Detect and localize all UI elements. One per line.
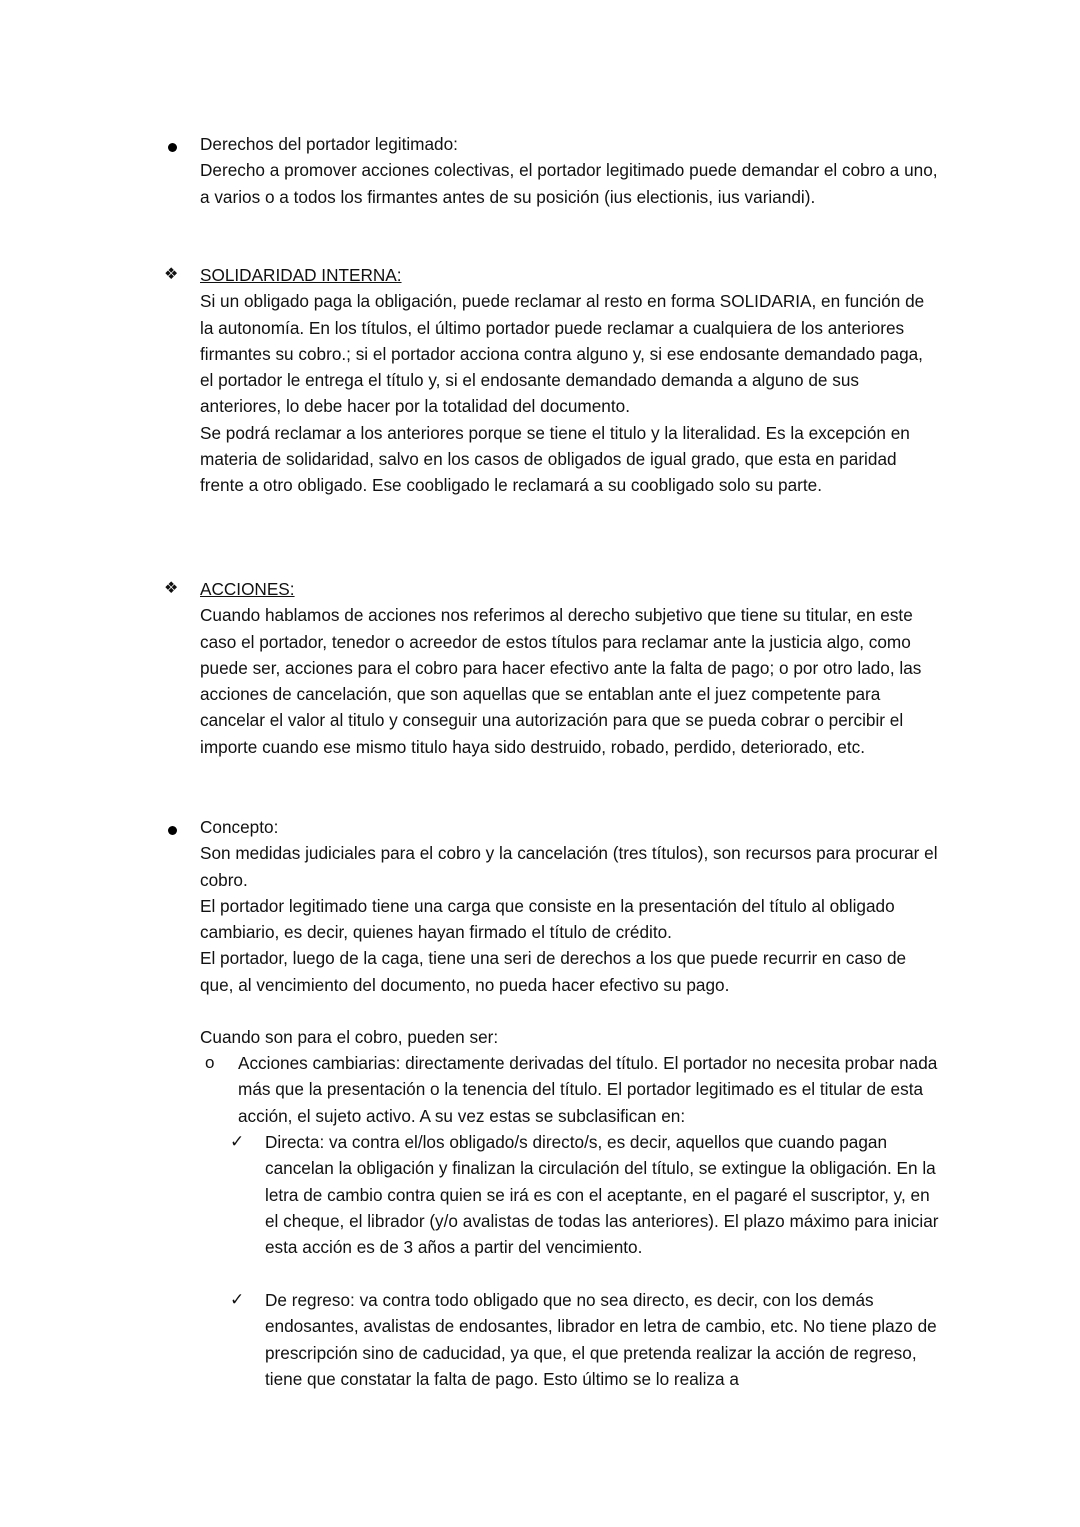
item-acciones-cambiarias	[238, 1050, 940, 1129]
bullet-icon	[168, 818, 180, 830]
item-regreso	[265, 1287, 940, 1392]
concepto-p3: El portador, luego de la caga, tiene una seri de derechos a los que puede recurrir en caso de que, al vencimiento del documento, no pueda hacer efectivo su pago.	[200, 948, 907, 995]
checkmark-icon: ✓	[230, 1132, 245, 1151]
solidaridad-p1: Si un obligado paga la obligación, puede reclamar al resto en forma SOLIDARIA, en función de la autonomía. En los títulos, el último portador puede reclamar a cualquiera de los anteriores firmantes su cobro.; si el portador acciona contra alguno y, si ese endosante demandado paga, el portador le entrega el título y, si el endosante demandado demanda a alguno de sus anteriores, lo debe hacer por la totalidad del documento.	[200, 291, 925, 417]
section-derechos	[200, 131, 940, 210]
diamond-bullet-icon: ❖	[164, 266, 179, 283]
concepto-p1: Son medidas judiciales para el cobro y la cancelación (tres títulos), son recursos para procurar el cobro.	[200, 843, 938, 890]
derechos-heading: Derechos del portador legitimado:	[200, 134, 458, 154]
section-acciones	[200, 576, 940, 760]
regreso-text: De regreso: va contra todo obligado que no sea directo, es decir, con los demás endosantes, avalistas de endosantes, librador en letra de cambio, etc. No tiene plazo de prescripción sino de caducidad, ya que, el que pretenda realizar la acción de regreso, tiene que constatar la falta de pago. Esto último se lo realiza a	[265, 1290, 937, 1389]
directa-text: Directa: va contra el/los obligado/s directo/s, es decir, aquellos que cuando pagan cancelan la obligación y finalizan la circulación del título, se extingue la obligación. En la letra de cambio contra quien se irá es con el aceptante, en el pagaré el suscriptor, y, en el cheque, el librador (y/o avalistas de todas las anteriores). El plazo máximo para iniciar esta acción es de 3 años a partir del vencimiento.	[265, 1132, 939, 1258]
diamond-bullet-icon: ❖	[164, 580, 179, 597]
solidaridad-heading: SOLIDARIDAD INTERNA:	[200, 265, 402, 285]
concepto-p4: Cuando son para el cobro, pueden ser:	[200, 1027, 499, 1048]
circle-bullet-icon: o	[205, 1053, 215, 1072]
solidaridad-p2: Se podrá reclamar a los anteriores porque se tiene el titulo y la literalidad. Es la excepción en materia de solidaridad, salvo en los casos de obligados de igual grado, que esta en paridad frente a otro obligado. Ese coobligado le reclamará a su coobligado solo su parte.	[200, 422, 910, 496]
concepto-p2: El portador legitimado tiene una carga que consiste en la presentación del título al obligado cambiario, es decir, quienes hayan firmado el título de crédito.	[200, 895, 895, 943]
section-concepto	[200, 814, 940, 1050]
cambiarias-text: Acciones cambiarias: directamente derivadas del título. El portador no necesita probar nada más que la presentación o la tenencia del título. El portador legitimado es el titular de esta acción, el sujeto activo. A su vez estas se subclasifican en:	[238, 1053, 938, 1126]
item-directa	[265, 1129, 940, 1260]
derechos-body: Derecho a promover acciones colectivas, el portador legitimado puede demandar el cobro a uno, a varios o a todos los firmantes antes de su posición (ius electionis, ius variandi).	[200, 160, 938, 207]
bullet-icon	[168, 135, 180, 147]
acciones-body: Cuando hablamos de acciones nos referimos al derecho subjetivo que tiene su titular, en este caso el portador, tenedor o acreedor de estos títulos para reclamar ante la justicia algo, como puede ser, acciones para el cobro para hacer efectivo ante la falta de pago; o por otro lado, las acciones de cancelación, que son aquellas que se entablan ante el juez competente para cancelar el valor al titulo y conseguir una autorización para que se pueda cobrar o percibir el importe cuando ese mismo titulo haya sido destruido, robado, perdido, deteriorado, etc.	[200, 605, 922, 757]
concepto-heading: Concepto:	[200, 817, 279, 837]
section-solidaridad	[200, 262, 940, 499]
acciones-heading: ACCIONES:	[200, 579, 295, 599]
checkmark-icon: ✓	[230, 1290, 245, 1309]
